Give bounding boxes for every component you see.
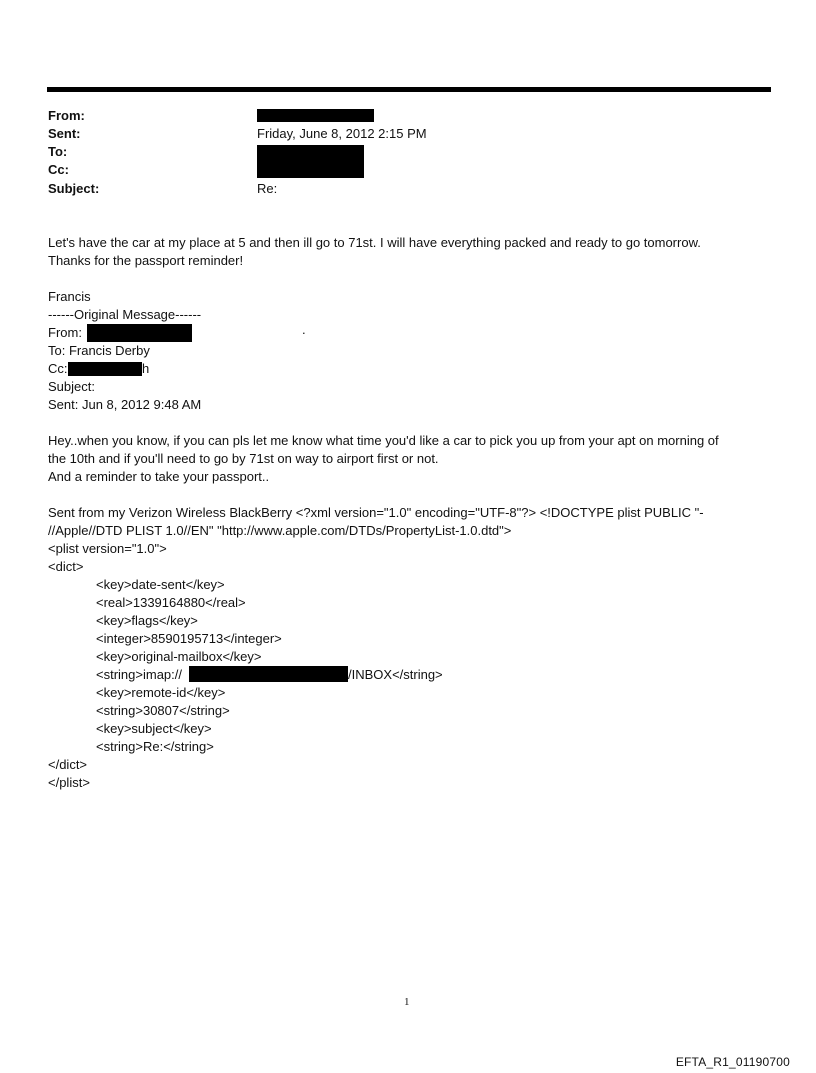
- plist-key-flags: <key>flags</key>: [96, 613, 198, 628]
- reply-line-2: Thanks for the passport reminder!: [48, 253, 244, 268]
- plist-line-1: Sent from my Verizon Wireless BlackBerry <?xml version="1.0" encoding="UTF-8"?> <!DOCTYPE plist PUBLIC "-: [48, 505, 704, 520]
- original-to: To: Francis Derby: [48, 343, 150, 358]
- plist-value-flags: <integer>8590195713</integer>: [96, 631, 282, 646]
- dict-close: </dict>: [48, 757, 88, 772]
- redaction-from: [257, 109, 374, 122]
- plist-close: </plist>: [48, 775, 90, 790]
- sent-value: Friday, June 8, 2012 2:15 PM: [257, 126, 427, 141]
- redaction-original-cc: [68, 362, 142, 376]
- plist-value-mailbox-prefix: <string>imap://: [96, 667, 182, 682]
- plist-value-remote-id: <string>30807</string>: [96, 703, 230, 718]
- plist-value-subject: <string>Re:</string>: [96, 739, 214, 754]
- subject-value: Re:: [257, 181, 278, 196]
- original-from: From:: [48, 325, 82, 340]
- redaction-original-from: [87, 324, 192, 342]
- original-sent: Sent: Jun 8, 2012 9:48 AM: [48, 397, 202, 412]
- plist-key-remote-id: <key>remote-id</key>: [96, 685, 226, 700]
- plist-value-mailbox-suffix: /INBOX</string>: [348, 667, 443, 682]
- from-label: From:: [48, 108, 85, 123]
- plist-line-2: //Apple//DTD PLIST 1.0//EN" "http://www.apple.com/DTDs/PropertyList-1.0.dtd">: [48, 523, 512, 538]
- original-body-line-2: the 10th and if you'll need to go by 71st on way to airport first or not.: [48, 451, 439, 466]
- plist-key-subject: <key>subject</key>: [96, 721, 212, 736]
- original-divider: ------Original Message------: [48, 307, 202, 322]
- document-id: EFTA_R1_01190700: [675, 1055, 790, 1069]
- signature: Francis: [48, 289, 91, 304]
- plist-key-date-sent: <key>date-sent</key>: [96, 577, 225, 592]
- page-number: 1: [404, 996, 410, 1008]
- original-cc: Cc:: [48, 361, 68, 376]
- plist-value-date-sent: <real>1339164880</real>: [96, 595, 246, 610]
- reply-line-1: Let's have the car at my place at 5 and then ill go to 71st. I will have everything packed and ready to go tomorrow.: [48, 235, 701, 250]
- original-cc-tail: h: [142, 361, 150, 376]
- stray-dot: .: [302, 322, 306, 337]
- plist-key-mailbox: <key>original-mailbox</key>: [96, 649, 262, 664]
- to-label: To:: [48, 144, 68, 159]
- cc-label: Cc:: [48, 162, 69, 177]
- redaction-to-cc: [257, 145, 364, 178]
- dict-open: <dict>: [48, 559, 84, 574]
- redaction-mailbox: [189, 666, 348, 682]
- original-body-line-1: Hey..when you know, if you can pls let me know what time you'd like a car to pick you up from your apt on morning of: [48, 433, 719, 448]
- original-subject: Subject:: [48, 379, 95, 394]
- subject-label: Subject:: [48, 181, 100, 196]
- sent-label: Sent:: [48, 126, 81, 141]
- plist-open: <plist version="1.0">: [48, 541, 167, 556]
- top-rule: [47, 87, 771, 92]
- original-body-line-3: And a reminder to take your passport..: [48, 469, 270, 484]
